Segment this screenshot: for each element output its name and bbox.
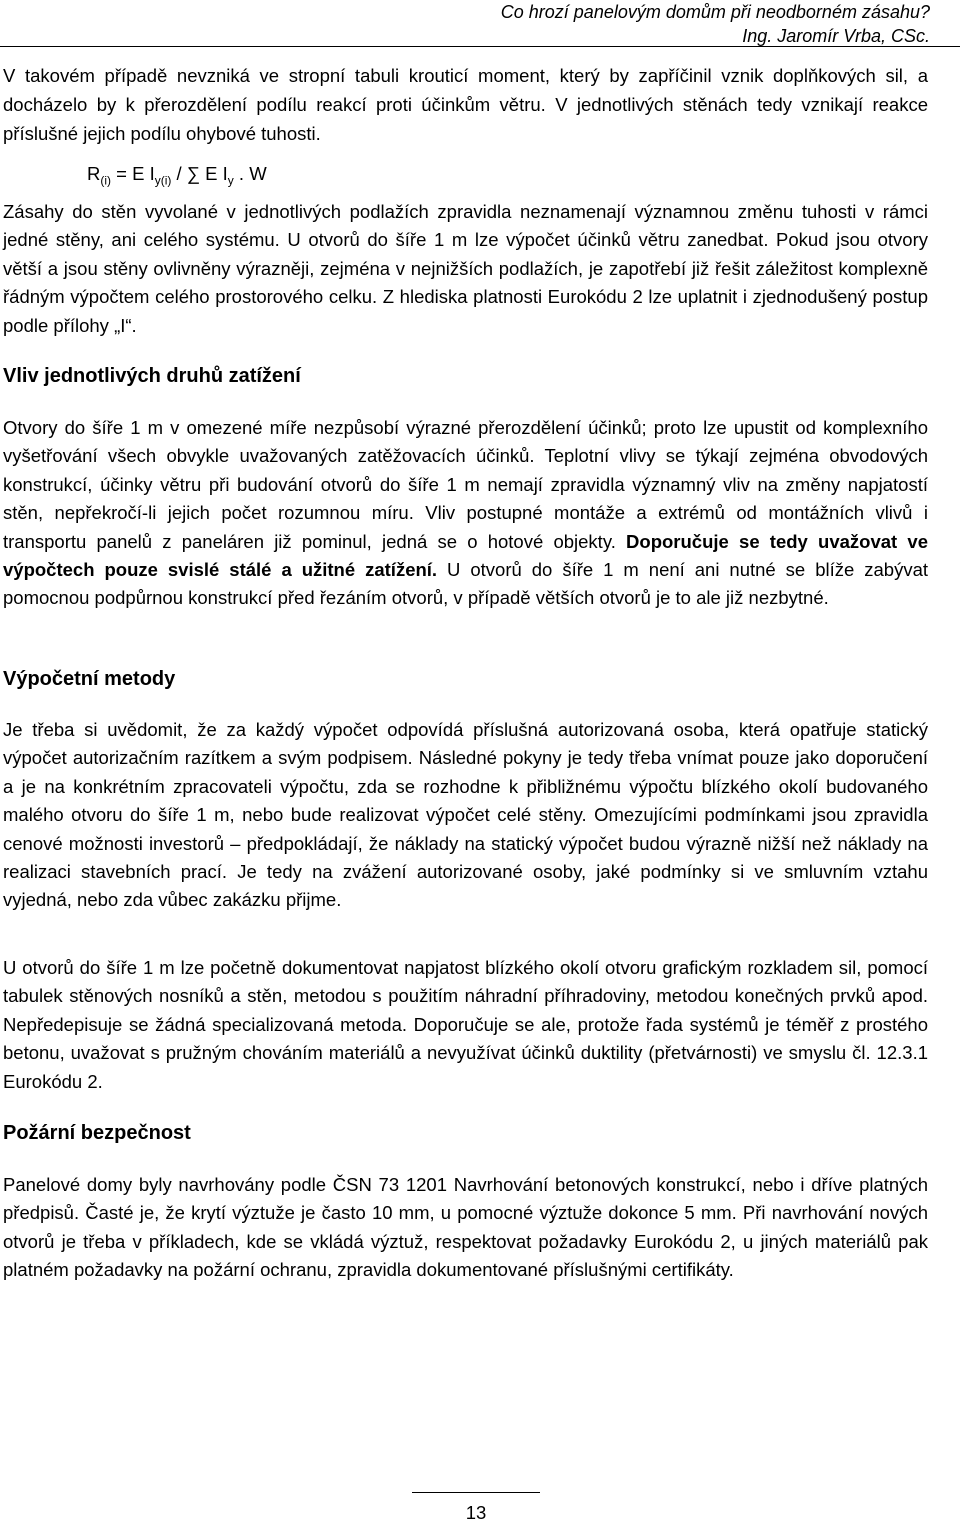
formula	[87, 160, 267, 195]
header-title: Co hrozí panelovým domům při neodborném zásahu?	[500, 2, 930, 22]
page-header	[0, 0, 960, 48]
loads-text-1: Otvory do šíře 1 m v omezené míře nezpůsobí výrazné přerozdělení účinků; proto lze upustit od komplexního vyšetřování všech obvykle uvažovaných zatěžovacích účinků. Teplotní vlivy se týkají zejména obvodových konstrukcí, účinky větru při budování otvorů do šíře 1 m nemají zpravidla významný vliv na změny napjatostí stěn, nepřekročí-li jejich počet rozumnou míru. Vliv postupné montáže a extrémů od montážních vlivů i transportu panelů z paneláren již pominul, jedná se o hotové objekty.	[3, 417, 928, 552]
fire-paragraph: Panelové domy byly navrhovány podle ČSN 73 1201 Navrhování betonových konstrukcí, nebo i dříve platných předpisů. Časté je, že krytí výztuže je často 10 mm, u pomocné výztuže dokonce 5 mm. Při navrhování nových otvorů je třeba v příkladech, kde se vkládá výztuž, respektovat požadavky Eurokódu 2, u jiných materiálů pak platném požadavky na požární ochranu, zpravidla dokumentované příslušnými certifikáty.	[3, 1174, 928, 1281]
header-text	[501, 0, 930, 48]
loads-text-2: U otvorů do šíře 1 m není ani nutné se blíže zabývat pomocnou podpůrnou konstrukcí před řezáním otvorů, v případě větších otvorů je to ale již nezbytné.	[3, 559, 929, 609]
formula-div: / ∑ E I	[171, 163, 228, 184]
formula-lhs: R	[87, 163, 101, 184]
methods-paragraph-1: Je třeba si uvědomit, že za každý výpočet odpovídá příslušná autorizovaná osoba, která opatřuje statický výpočet autorizačním razítkem a svým podpisem. Následné pokyny je tedy třeba vnímat pouze jako doporučení a je na konkrétním zpracovateli výpočtu, zda se rozhodne k přibližnému výpočtu blízkého okolí budovaného malého otvoru do šíře 1 m, nebo bude realizovat výpočet celé stěny. Omezujícími podmínkami jsou zpravidla cenové možnosti investorů – předpokládají, že náklady na statický výpočet budou výrazně nižší než náklady na realizaci stavebních prací. Je tedy na zvážení autorizované osoby, jaké podmínky si ve smluvním vztahu vyjedná, nebo zda vůbec zakázku přijme.	[3, 719, 928, 911]
heading-loads: Vliv jednotlivých druhů zatížení	[3, 365, 301, 387]
formula-lhs-sub: (i)	[100, 173, 112, 188]
intro-paragraph: V takovém případě nevzniká ve stropní tabuli krouticí moment, který by zapříčinil vznik doplňkových sil, a docházelo by k přerozdělení podílu reakcí proti účinkům větru. V jednotlivých stěnách tedy vznikají reakce příslušné jejich podílu ohybové tuhosti.	[3, 65, 928, 144]
loads-paragraph	[3, 414, 928, 613]
page-number: 13	[465, 1502, 487, 1523]
walls-paragraph: Zásahy do stěn vyvolané v jednotlivých podlažích zpravidla neznamenají významnou změnu tuhosti v rámci jedné stěny, ani celého systému. U otvorů do šíře 1 m lze výpočet účinků větru zanedbat. Pokud jsou otvory větší a jsou stěny ovlivněny výrazněji, zejména v nejnižších podlažích, je zapotřebí již řešit záležitost komplexně řádným výpočtem celého prostorového celku. Z hlediska platnosti Eurokódu 2 lze uplatnit i zjednodušený postup podle přílohy „I“.	[3, 201, 928, 336]
footer-rule	[412, 1492, 540, 1493]
formula-rhs-sub: y	[227, 173, 234, 188]
header-rule	[0, 46, 960, 47]
formula-mid-sub: y(i)	[154, 173, 172, 188]
loads-recommendation: Doporučuje se tedy uvažovat ve výpočtech pouze svislé stálé a užitné zatížení.	[3, 530, 928, 581]
formula-tail: . W	[233, 163, 267, 184]
header-author: Ing. Jaromír Vrba, CSc.	[742, 26, 930, 46]
heading-methods: Výpočetní metody	[3, 668, 176, 690]
heading-fire: Požární bezpečnost	[3, 1122, 191, 1144]
methods-paragraph-2: U otvorů do šíře 1 m lze početně dokumentovat napjatost blízkého okolí otvoru grafickým rozkladem sil, pomocí tabulek stěnových nosníků a stěn, metodou s použitím náhradní příhradoviny, metodou konečných prvků apod. Nepředepisuje se žádná specializovaná metoda. Doporučuje se ale, protože řada systémů je téměř z prostého betonu, uvažovat s pružným chováním materiálů a nevyužívat účinků duktility (přetvárnosti) ve smyslu čl. 12.3.1 Eurokódu 2.	[3, 957, 928, 1092]
formula-eq: = E I	[111, 163, 155, 184]
